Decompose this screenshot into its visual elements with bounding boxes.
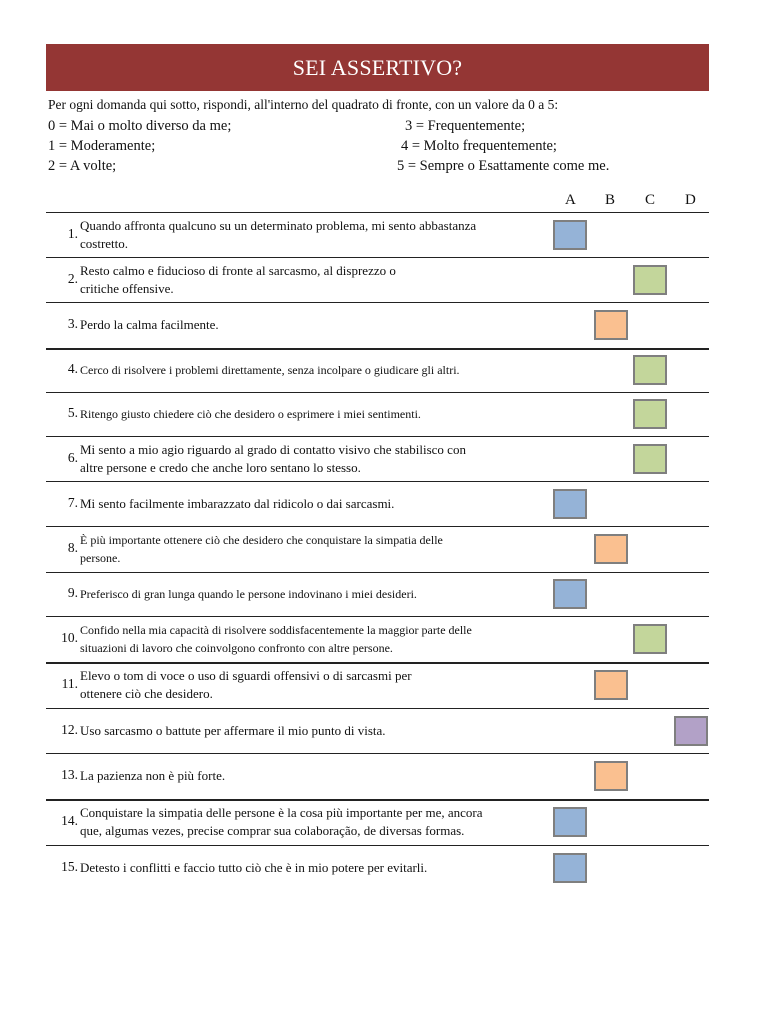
column-header-b: B: [605, 192, 616, 208]
scale-1: 1 = Moderamente;: [48, 138, 156, 154]
question-number: 10.: [61, 630, 78, 645]
question-number: 13.: [61, 767, 78, 782]
question-number: 6.: [67, 449, 78, 465]
row-divider: [46, 257, 709, 258]
question-text: [80, 722, 386, 740]
row-divider: [46, 436, 709, 437]
question-line: Elevo o tom di voce o uso di sguardi offensivi o di sarcasmi per: [80, 668, 412, 683]
question-text: [80, 495, 394, 513]
row-divider: [46, 662, 709, 664]
question-number: 9.: [67, 585, 78, 600]
question-text: [80, 667, 412, 703]
question-text: [80, 405, 421, 423]
scale-0: 0 = Mai o molto diverso da me;: [48, 118, 232, 134]
question-line: Preferisco di gran lunga quando le persone indovinano i miei desideri.: [80, 587, 417, 601]
question-line: situazioni di lavoro che coinvolgono confronto con altre persone.: [80, 641, 393, 655]
question-number: 5.: [67, 405, 78, 420]
scale-3: 3 = Frequentemente;: [405, 118, 526, 134]
question-line: Mi sento facilmente imbarazzato dal ridicolo o dai sarcasmi.: [80, 495, 395, 511]
question-line: Detesto i conflitti e faccio tutto ciò che è in mio potere per evitarli.: [80, 859, 428, 875]
answer-box-c[interactable]: [633, 265, 667, 295]
scale-4: 4 = Molto frequentemente;: [401, 138, 557, 154]
question-number: 3.: [67, 316, 78, 331]
question-number: 12.: [61, 721, 78, 737]
question-line: persone.: [80, 551, 121, 565]
answer-box-d[interactable]: [674, 716, 708, 746]
question-text: [80, 316, 219, 334]
column-header-d: D: [685, 192, 696, 208]
question-line: costretto.: [80, 235, 129, 251]
row-divider: [46, 572, 709, 573]
question-number: 2.: [67, 270, 78, 286]
title-banner: [46, 44, 709, 91]
question-text: [80, 859, 427, 877]
answer-box-c[interactable]: [633, 355, 667, 385]
question-number: 14.: [61, 813, 78, 828]
answer-box-a[interactable]: [553, 220, 587, 250]
answer-box-a[interactable]: [553, 489, 587, 519]
instructions: Per ogni domanda qui sotto, rispondi, all'interno del quadrato di fronte, con un valore da 0 a 5:: [48, 97, 559, 112]
row-divider: [46, 302, 709, 303]
column-header-c: C: [645, 192, 656, 208]
question-number: 8.: [67, 540, 78, 555]
question-line: Confido nella mia capacità di risolvere soddisfacentemente la maggior parte delle: [80, 623, 472, 637]
answer-box-c[interactable]: [633, 399, 667, 429]
question-line: Mi sento a mio agio riguardo al grado di contatto visivo che stabilisco con: [80, 441, 466, 457]
answer-box-b[interactable]: [594, 670, 628, 700]
question-line: È più importante ottenere ciò che desidero che conquistare la simpatia delle: [80, 533, 443, 547]
answer-box-b[interactable]: [594, 534, 628, 564]
question-number: 11.: [61, 676, 78, 691]
row-divider: [46, 212, 709, 213]
column-header-a: A: [565, 192, 576, 208]
question-line: critiche offensive.: [80, 280, 174, 296]
question-text: [80, 621, 472, 657]
question-line: Quando affronta qualcuno su un determinato problema, mi sento abbastanza: [80, 217, 477, 233]
question-text: [80, 804, 483, 840]
answer-box-b[interactable]: [594, 761, 628, 791]
row-divider: [46, 616, 709, 617]
row-divider: [46, 753, 709, 754]
question-line: Conquistare la simpatia delle persone è la cosa più importante per me, ancora: [80, 805, 483, 820]
question-line: Uso sarcasmo o battute per affermare il mio punto di vista.: [80, 722, 386, 738]
question-line: altre persone e credo che anche loro sentano lo stesso.: [80, 459, 361, 475]
row-divider: [46, 526, 709, 527]
answer-box-b[interactable]: [594, 310, 628, 340]
question-text: [80, 767, 225, 785]
answer-box-a[interactable]: [553, 807, 587, 837]
row-divider: [46, 845, 709, 846]
question-text: [80, 585, 417, 603]
row-divider: [46, 481, 709, 482]
answer-box-a[interactable]: [553, 853, 587, 883]
question-line: ottenere ciò che desidero.: [80, 686, 213, 701]
question-line: Resto calmo e fiducioso di fronte al sarcasmo, al disprezzo o: [80, 262, 396, 278]
question-text: [80, 441, 466, 477]
question-number: 1.: [67, 225, 78, 241]
answer-box-a[interactable]: [553, 579, 587, 609]
row-divider: [46, 799, 709, 801]
question-text: [80, 217, 476, 253]
answer-box-c[interactable]: [633, 624, 667, 654]
row-divider: [46, 708, 709, 709]
question-number: 7.: [67, 494, 78, 510]
scale-5: 5 = Sempre o Esattamente come me.: [397, 158, 610, 174]
question-line: Perdo la calma facilmente.: [80, 317, 219, 332]
answer-box-c[interactable]: [633, 444, 667, 474]
question-line: Ritengo giusto chiedere ciò che desidero o esprimere i miei sentimenti.: [80, 407, 421, 421]
scale-2: 2 = A volte;: [48, 158, 117, 174]
row-divider: [46, 392, 709, 393]
question-text: [80, 531, 443, 567]
page-title: SEI ASSERTIVO?: [292, 54, 463, 80]
question-text: [80, 262, 396, 298]
question-text: [80, 361, 460, 379]
row-divider: [46, 348, 709, 350]
question-line: La pazienza non è più forte.: [80, 768, 226, 783]
question-number: 4.: [67, 361, 78, 376]
question-line: Cerco di risolvere i problemi direttamente, senza incolpare o giudicare gli altri.: [80, 363, 460, 377]
question-number: 15.: [61, 858, 78, 874]
question-line: que, algumas vezes, precise comprar sua colaboração, de diversas formas.: [80, 823, 465, 838]
